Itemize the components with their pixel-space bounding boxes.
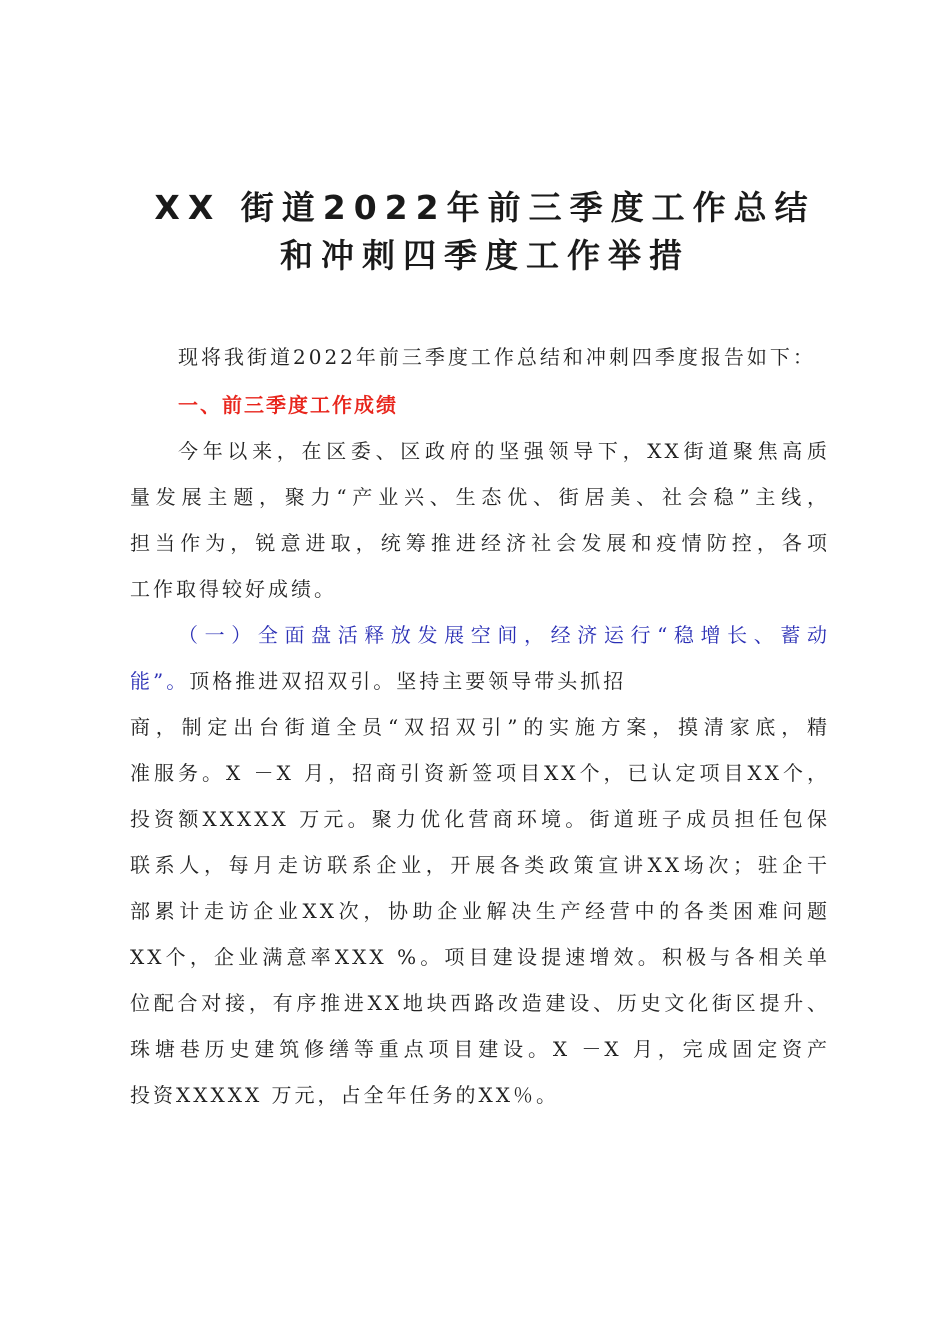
document-title-line-2: 和冲刺四季度工作举措 xyxy=(280,236,690,275)
intro-paragraph: 现将我街道2022年前三季度工作总结和冲刺四季度报告如下： xyxy=(178,345,816,369)
paragraph-line: 量发展主题，聚力“产业兴、生态优、街居美、社会稳”主线， xyxy=(130,485,830,509)
paragraph-line: 工作取得较好成绩。 xyxy=(130,577,337,601)
paragraph-line: 准服务。X －X 月，招商引资新签项目XX个，已认定项目XX个， xyxy=(130,761,830,785)
paragraph-line: 联系人，每月走访联系企业，开展各类政策宣讲XX场次；驻企干 xyxy=(130,853,830,877)
paragraph-line: 担当作为，锐意进取，统筹推进经济社会发展和疫情防控，各项 xyxy=(130,531,830,555)
paragraph-line: 商，制定出台街道全员“双招双引”的实施方案，摸清家底，精 xyxy=(130,715,830,739)
section-heading: 一、前三季度工作成绩 xyxy=(178,393,398,417)
paragraph-line: 今年以来，在区委、区政府的坚强领导下，XX街道聚焦高质 xyxy=(178,439,830,463)
document-title-line-1: XX 街道2022年前三季度工作总结 xyxy=(154,188,816,227)
paragraph-line: 位配合对接，有序推进XX地块西路改造建设、历史文化街区提升、 xyxy=(130,991,830,1015)
paragraph-line xyxy=(130,666,830,696)
paragraph-text: 顶格推进双招双引。坚持主要领导带头抓招 xyxy=(189,669,627,693)
paragraph-line: 投资额XXXXX 万元。聚力优化营商环境。街道班子成员担任包保 xyxy=(130,807,830,831)
subsection-heading-end: 能”。 xyxy=(130,669,190,693)
paragraph-line: 部累计走访企业XX次，协助企业解决生产经营中的各类困难问题 xyxy=(130,899,830,923)
paragraph-line: 珠塘巷历史建筑修缮等重点项目建设。X －X 月，完成固定资产 xyxy=(130,1037,830,1061)
paragraph-line: 投资XXXXX 万元，占全年任务的XX％。 xyxy=(130,1083,560,1107)
paragraph-line: XX个，企业满意率XXX %。项目建设提速增效。积极与各相关单 xyxy=(130,945,830,969)
subsection-heading: （一）全面盘活释放发展空间，经济运行“稳增长、蓄动 xyxy=(178,623,830,647)
